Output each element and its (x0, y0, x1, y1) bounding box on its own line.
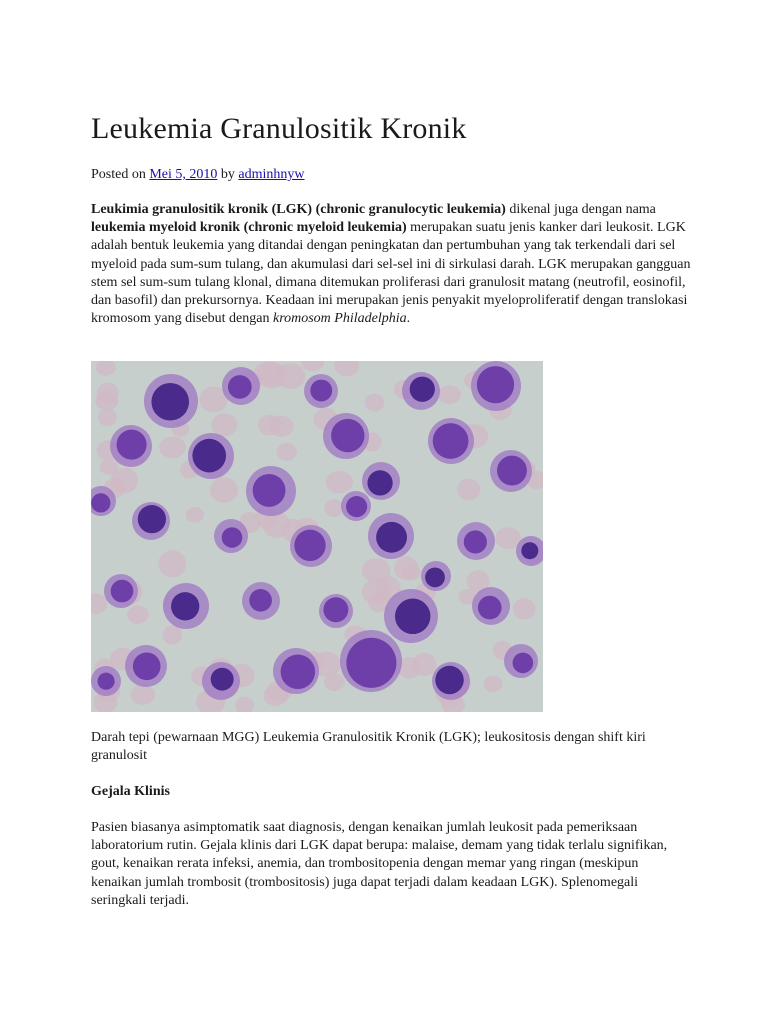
leukocyte-nucleus (513, 653, 534, 674)
blood-smear-illustration (91, 361, 543, 712)
author-link[interactable]: adminhnyw (238, 167, 305, 182)
blood-smear-image (91, 361, 543, 712)
by-label: by (220, 167, 235, 182)
section-heading: Gejala Klinis (91, 784, 170, 799)
leukocyte-nucleus (331, 419, 364, 452)
leukocyte-nucleus (310, 380, 332, 402)
leukocyte-nucleus (323, 597, 348, 622)
leukocyte-nucleus (521, 542, 538, 559)
section-paragraph: Pasien biasanya asimptomatik saat diagnosis, dengan kenaikan jumlah leukosit pada pemeriksaan laboratorium rutin. Gejala klinis dari LGK dapat berupa: malaise, demam yang tidak terlalu signifikan, gout, kenaikan rerata infeksi, anemia, dan trombositopenia dengan memar yang ringan (meskipun kenaikan jumlah trombosit (trombositosis) juga dapat terjadi dalam keadaan LGK). Splenomegali seringkali terjadi. (91, 820, 668, 908)
intro-bold-term-2: leukemia myeloid kronik (chronic myeloid leukemia) (91, 220, 407, 236)
intro-bold-term: Leukimia granulositik kronik (LGK) (chronic granulocytic leukemia) (91, 202, 506, 217)
leukocyte-nucleus (228, 375, 252, 399)
leukocyte-nucleus (192, 439, 226, 473)
leukocyte-nucleus (376, 522, 407, 553)
intro-text-1: dikenal juga dengan nama (505, 202, 656, 217)
leukocyte-nucleus (477, 366, 514, 403)
posted-prefix: Posted on (91, 167, 146, 182)
intro-italic-term: kromosom Philadelphia (272, 311, 407, 327)
leukocyte-nucleus (138, 505, 166, 533)
leukocyte-nucleus (433, 423, 469, 459)
article-title: Leukemia Granulositik Kronik (91, 112, 467, 145)
leukocyte-nucleus (111, 580, 134, 603)
leukocyte-nucleus (253, 474, 286, 507)
leukocyte-nucleus (367, 470, 392, 495)
leukocyte-nucleus (249, 589, 272, 612)
leukocyte-nucleus (151, 383, 189, 421)
leukocyte-nucleus (211, 668, 234, 691)
leukocyte-nucleus (97, 673, 114, 690)
leukocyte-nucleus (395, 599, 431, 635)
post-date-link[interactable]: Mei 5, 2010 (149, 167, 218, 182)
leukocyte-nucleus (464, 530, 487, 553)
leukocyte-nucleus (91, 493, 110, 512)
intro-end: . (406, 311, 411, 327)
leukocyte-nucleus (171, 592, 199, 620)
leukocyte-nucleus (281, 655, 316, 690)
leukocyte-nucleus (294, 530, 325, 561)
figure-caption: Darah tepi (pewarnaan MGG) Leukemia Granulositik Kronik (LGK); leukositosis dengan shift kiri granulosit (91, 730, 646, 763)
leukocyte-nucleus (346, 496, 367, 517)
leukocyte-nucleus (425, 567, 445, 587)
leukocyte-nucleus (222, 527, 243, 548)
intro-text-2: merupakan suatu jenis kanker dari leukosit. LGK adalah bentuk leukemia yang ditandai dengan peningkatan dan pertumbuhan yang tak terkendali dari sel myeloid pada sum-sum tulang, dan akumulasi dari sel-sel ini di sirkulasi darah. LGK merupakan gangguan stem sel sum-sum tulang klonal, dimana ditemukan proliferasi dari granulosit matang (neutrofil, eosinofil, dan basofil) dan prekursornya. Keadaan ini merupakan jenis penyakit myeloproliferatif dengan translokasi kromosom yang disebut dengan (91, 220, 691, 327)
intro-paragraph (91, 201, 691, 328)
leukocyte-nucleus (497, 456, 527, 486)
leukocyte-nucleus (117, 430, 147, 460)
leukocyte-nucleus (410, 377, 435, 402)
leukocyte-nucleus (478, 596, 502, 620)
leukocyte-nucleus (133, 652, 161, 680)
leukocyte-nucleus (346, 638, 396, 688)
leukocyte-nucleus (435, 666, 463, 694)
post-meta (91, 166, 305, 184)
